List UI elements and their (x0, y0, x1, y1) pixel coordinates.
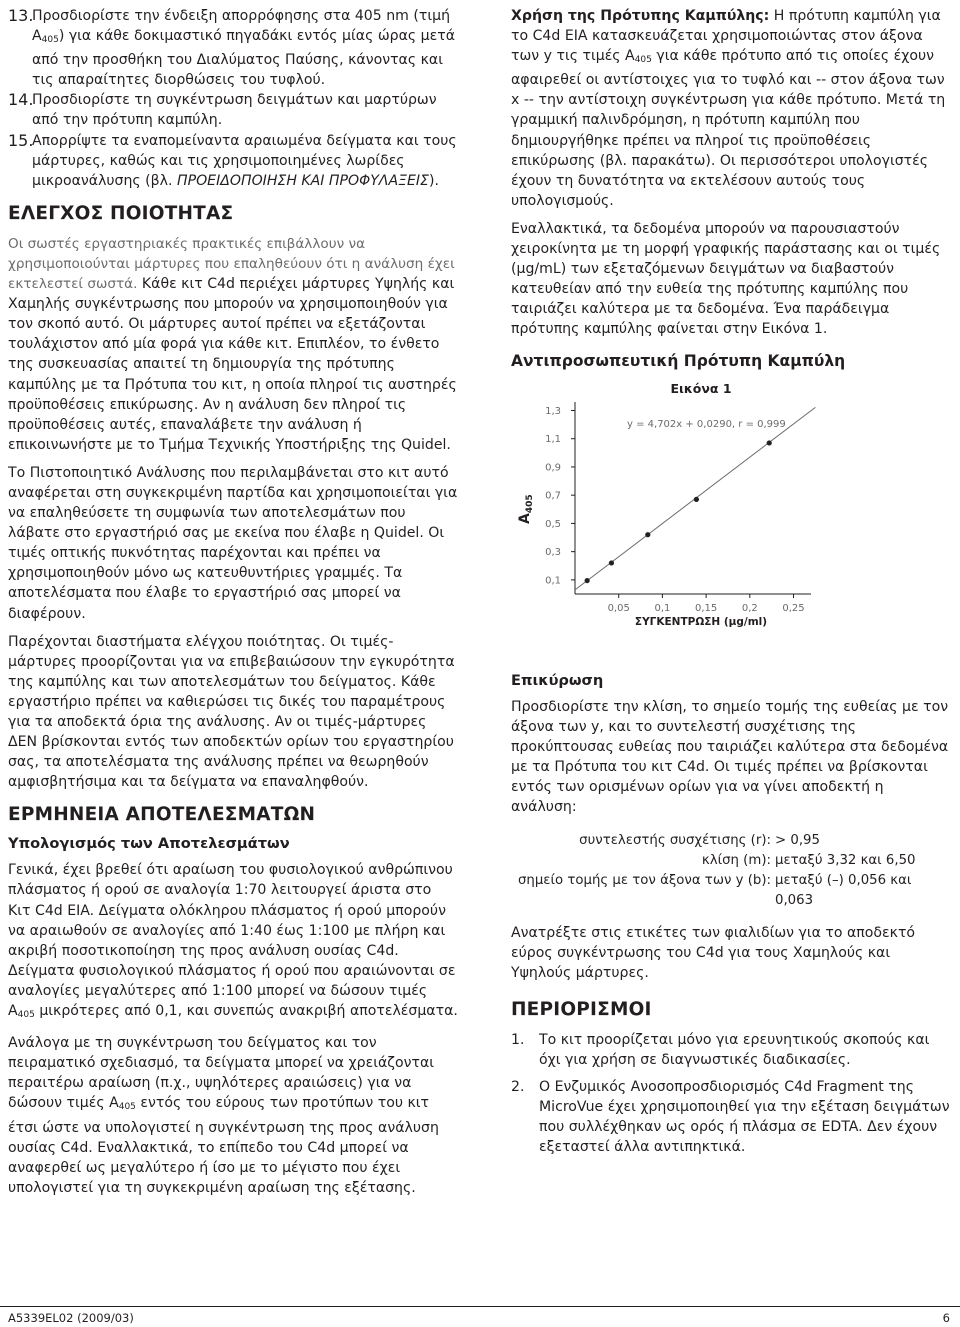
criteria-label: σημείο τομής με τον άξονα των y (b): (517, 873, 771, 889)
criteria-row-slope (511, 851, 951, 871)
criteria-row-intercept (511, 871, 951, 911)
x-tick-label: 0,2 (741, 602, 758, 614)
y-tick-label: 0,3 (545, 546, 561, 558)
validation-heading: Επικύρωση (511, 671, 604, 689)
y-tick-label: 0,1 (545, 574, 561, 586)
regression-equation: y = 4,702x + 0,0290, r = 0,999 (627, 418, 786, 430)
y-tick-label: 1,3 (545, 405, 561, 417)
qc-paragraph-2: Το Πιστοποιητικό Ανάλυσης που περιλαμβάνεται στο κιτ αυτό αναφέρεται στη συγκεκριμένη παρτίδα και χρησιμοποιείται για να επαληθεύσετε τη συμφωνία των αποτελεσμάτων που λάβατε στο εργαστήριό σας με εκείνα που έλαβε η Quidel. Οι τιμές οπτικής πυκνότητας παρέχονται και πρέπει να χρησιμοποιηθούν μόνο ως κατευθυντήριες γραμμές. Τα αποτελέσματα που έλαβε το εργαστήριό σας μπορεί να διαφέρουν. (8, 464, 458, 622)
left-column (8, 6, 458, 1198)
criteria-row-correlation (511, 831, 951, 851)
y-tick-label: 0,5 (545, 518, 561, 530)
manual-plot-paragraph: Εναλλακτικά, τα δεδομένα μπορούν να παρουσιαστούν χειροκίνητα με τη μορφή γραφικής παράστασης και οι τιμές (µg/mL) των εξεταζόμενων δειγμάτων να διαβαστούν κατευθείαν από την ευθεία της πρότυπης καμπύλης που ταιριάζει καλύτερα με τα δεδομένα. Ένα παράδειγμα πρότυπης καμπύλης φαίνεται στην Εικόνα 1. (511, 220, 941, 338)
y-tick-label: 0,7 (545, 490, 561, 502)
representative-curve-heading: Αντιπροσωπευτική Πρότυπη Καμπύλη (511, 351, 846, 370)
criteria-value: > 0,95 (775, 833, 820, 849)
procedure-step-15 (8, 131, 458, 191)
vial-labels-paragraph: Ανατρέξτε στις ετικέτες των φιαλιδίων για το αποδεκτό εύρος συγκέντρωσης του C4d για τους Χαμηλούς και Υψηλούς μάρτυρες. (511, 925, 916, 982)
step-number: 15. (8, 130, 34, 150)
x-tick-label: 0,1 (654, 602, 671, 614)
standard-curve-usage-paragraph: Χρήση της Πρότυπης Καμπύλης: Η πρότυπη καμπύλη για το C4d EIA κατασκευάζεται χρησιμοποιώντας στον άξονα των y τις τιμές $A_{405}$ για κάθε πρότυπο από τις οποίες έχουν αφαιρεθεί οι αντίστοιχες για το τυφλό και -- στον άξονα των x -- την αντίστοιχη συγκέντρωση για κάθε πρότυπο. Μετά τη γραμμική παλινδρόμηση, η πρότυπη καμπύλη που δημιουργήθηκε πρέπει να πληροί τις προϋποθέσεις επικύρωσης (βλ. παρακάτω). Οι περισσότεροι υπολογιστές έχουν τη δυνατότητα να εκτελέσουν αυτούς τους υπολογισμούς. (511, 8, 946, 209)
criteria-value: μεταξύ (–) 0,056 και 0,063 (775, 873, 912, 909)
calculation-paragraph-2: Ανάλογα με τη συγκέντρωση του δείγματος και τον πειραματικό σχεδιασμό, τα δείγματα μπορεί να χρειάζονται περαιτέρω αραίωση (π.χ., υψηλότερες αραιώσεις) για να δώσουν τιμές $A_{405}$ εντός του εύρους των προτύπων του κιτ έτσι ώστε να υπολογιστεί η συγκέντρωση της προς ανάλυση ουσίας C4d. Εναλλακτικά, το επίπεδο του C4d μπορεί να αναφερθεί ως μεγαλύτερο ή ίσο με το μέγιστο που έχει υπολογιστεί για τη συγκεκριμένη αραίωση της εξέτασης. (8, 1035, 439, 1196)
data-point (609, 560, 614, 565)
acceptance-criteria (511, 831, 951, 911)
data-point (694, 496, 699, 501)
data-point (767, 440, 772, 445)
calculation-heading: Υπολογισμός των Αποτελεσμάτων (8, 835, 290, 853)
data-point (645, 532, 650, 537)
x-axis-label: ΣΥΓΚΕΝΤΡΩΣΗ (µg/ml) (634, 615, 768, 628)
interpretation-heading: ΕΡΜΗΝΕΙΑ ΑΠΟΤΕΛΕΣΜΑΤΩΝ (8, 804, 316, 826)
data-point (585, 577, 590, 582)
y-tick-label: 0,9 (545, 461, 561, 473)
right-column (511, 6, 951, 1163)
limitations-heading: ΠΕΡΙΟΡΙΣΜΟΙ (511, 999, 652, 1021)
document-code: A5339EL02 (2009/03) (8, 1311, 134, 1325)
x-tick-label: 0,15 (694, 602, 718, 614)
step-number: 13. (8, 6, 34, 25)
x-tick-label: 0,25 (782, 602, 805, 614)
chart-title: Εικόνα 1 (670, 380, 732, 396)
footer-rule (0, 1306, 960, 1307)
step-number: 14. (8, 90, 34, 110)
x-tick-label: 0,05 (607, 602, 630, 614)
limitation-item: 1. Το κιτ προορίζεται μόνο για ερευνητικούς σκοπούς και όχι για χρήση σε διαγνωστικές διαδικασίες. (511, 1032, 930, 1069)
calculation-paragraph-1: Γενικά, έχει βρεθεί ότι αραίωση του φυσιολογικού ανθρώπινου πλάσματος ή ορού σε αναλογία 1:70 λειτουργεί άριστα στο Κιτ C4d EIA. Δείγματα ολόκληρου πλάσματος ή ορού μπορούν να αραιωθούν σε αναλογίες από 1:40 έως 1:100 με πλήρη και ακριβή ποσοτικοποίηση της προς ανάλυση ουσίας C4d. Δείγματα φυσιολογικού πλάσματος ή ορού που αραιώνονται σε αναλογίες μεγαλύτερες από 1:100 μπορεί να δώσουν τιμές $A_{405}$ μικρότερες από 0,1, και συνεπώς ανακριβή αποτελέσματα. (8, 862, 458, 1021)
y-axis-label: $A_{405}$ (517, 493, 535, 524)
limitations-list (511, 1030, 951, 1157)
page-number: 6 (942, 1311, 950, 1325)
criteria-value: μεταξύ 3,32 και 6,50 (775, 853, 916, 869)
step-text: Απορρίψτε τα εναπομείναντα αραιωμένα δείγματα και τους μάρτυρες, καθώς και τις χρησιμοποιημένες λωρίδες μικροανάλυσης (βλ. ΠΡΟΕΙΔΟΠΟΙΗΣΗ ΚΑΙ ΠΡΟΦΥΛΑΞΕΙΣ). (32, 132, 457, 189)
qc-paragraph-1: Οι σωστές εργαστηριακές πρακτικές επιβάλλουν να χρησιμοποιούνται μάρτυρες που επαληθεύουν ότι η ανάλυση έχει εκτελεστεί σωστά. Κάθε κιτ C4d περιέχει μάρτυρες Υψηλής και Χαμηλής συγκέντρωσης που μπορούν να χρησιμοποιηθούν για τον σκοπό αυτό. Οι μάρτυρες αυτοί πρέπει να εξετάζονται τουλάχιστον από μία φορά για κάθε κιτ. Επιπλέον, το ένθετο της συσκευασίας απαιτεί τη δημιουργία της πρότυπης καμπύλης με τα Πρότυπα του κιτ, η οποία πληροί τις αυστηρές προϋποθέσεις επικύρωσης. Αν η ανάλυση δεν πληροί τις προϋποθέσεις αυτές, επαναλάβετε την ανάλυση ή επικοινωνήστε με το Τμήμα Τεχνικής Υποστήριξης της Quidel. (8, 235, 457, 453)
procedure-step-14 (8, 90, 458, 130)
standard-curve-chart (511, 372, 951, 654)
limitation-item: 2. Ο Ενζυμικός Ανοσοπροσδιορισμός C4d Fragment της MicroVue έχει χρησιμοποιηθεί για την εξέταση δειγμάτων που συλλέχθηκαν ως ορός ή πλάσμα σε EDTA. Δεν έχουν εξεταστεί άλλα αντιπηκτικά. (511, 1078, 950, 1155)
step-text: Προσδιορίστε τη συγκέντρωση δειγμάτων και μαρτύρων από την πρότυπη καμπύλη. (32, 92, 437, 129)
criteria-label: κλίση (m): (701, 853, 771, 869)
y-tick-label: 1,1 (545, 433, 561, 445)
step-text: Προσδιορίστε την ένδειξη απορρόφησης στα 405 nm (τιμή $A_{405}$) για κάθε δοκιμαστικό πηγαδάκι εντός μίας ώρας μετά από την προσθήκη του Διαλύματος Παύσης, κάνοντας και τις απαραίτητες διορθώσεις του τυφλού. (32, 8, 455, 89)
qc-paragraph-3: Παρέχονται διαστήματα ελέγχου ποιότητας. Οι τιμές-μάρτυρες προορίζονται για να επιβεβαιώσουν την εγκυρότητα της καμπύλης και των αποτελεσμάτων του δείγματος. Κάθε εργαστήριο πρέπει να καθιερώσει τις δικές του παραμέτρους για τα αποδεκτά όρια της ανάλυσης. Αν οι τιμές-μάρτυρες ΔΕΝ βρίσκονται εντός των αποδεκτών ορίων του εργαστηρίου σας, τα αποτελέσματα της ανάλυσης πρέπει να θεωρηθούν αμφισβητήσιμα και τα δείγματα να επαναληφθούν. (8, 633, 455, 791)
procedure-step-13 (8, 6, 458, 90)
criteria-label: συντελεστής συσχέτισης (r): (579, 833, 771, 849)
validation-paragraph: Προσδιορίστε την κλίση, το σημείο τομής της ευθείας με τον άξονα των y, και το συντελεστή συσχέτισης της προκύπτουσας ευθείας που ταιριάζει καλύτερα στα δεδομένα με τα Πρότυπα του κιτ C4d. Οι τιμές πρέπει να βρίσκονται εντός των ορισμένων ορίων για να γίνει αποδεκτή η ανάλυση: (511, 698, 949, 815)
quality-control-heading: ΕΛΕΓΧΟΣ ΠΟΙΟΤΗΤΑΣ (8, 202, 234, 224)
